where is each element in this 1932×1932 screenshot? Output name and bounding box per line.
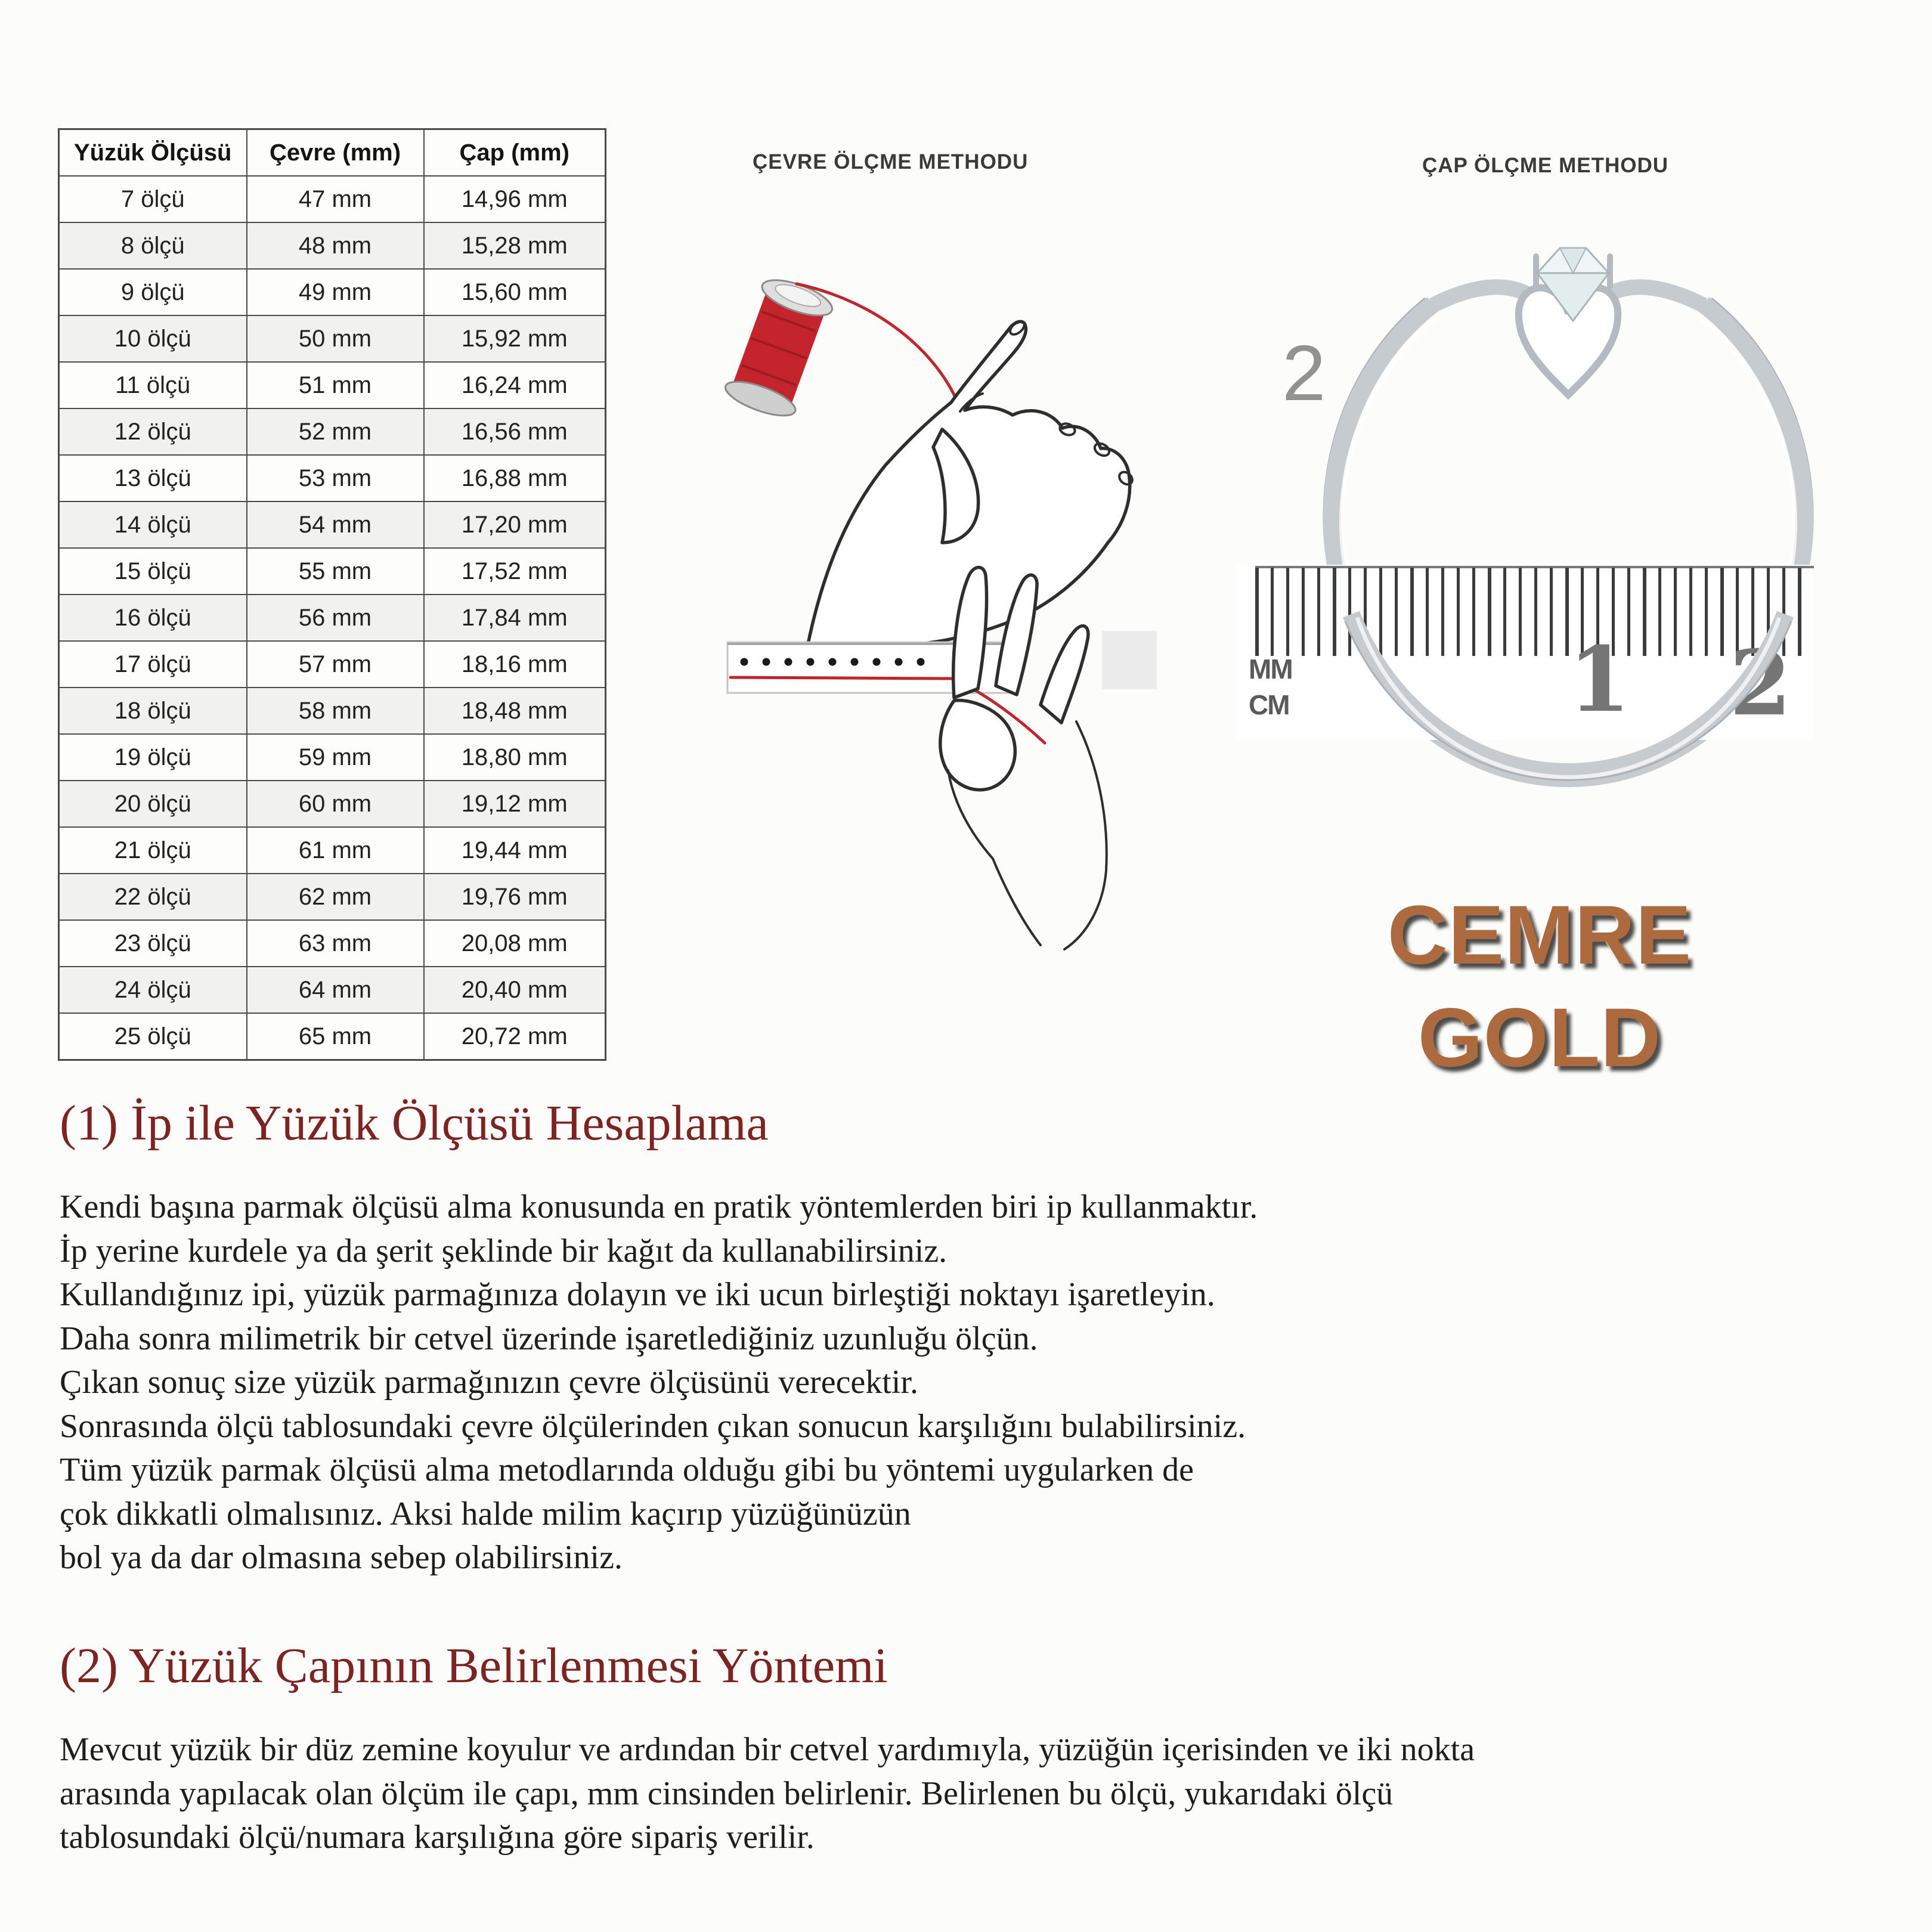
- table-row: [59, 688, 606, 734]
- text-line: çok dikkatli olmalısınız. Aksi halde milim kaçırıp yüzüğünüzün: [60, 1495, 911, 1532]
- diameter-cell: 14,96 mm: [424, 176, 606, 222]
- text-line: tablosundaki ölçü/numara karşılığına göre sipariş verilir.: [60, 1819, 815, 1856]
- text-line: Kendi başına parmak ölçüsü alma konusunda en pratik yöntemlerden biri ip kullanmaktır.: [60, 1188, 1258, 1226]
- circumference-method-title: ÇEVRE ÖLÇME METHODU: [753, 150, 1029, 174]
- diameter-cell: 18,16 mm: [424, 641, 606, 688]
- size-cell: 16 ölçü: [59, 595, 247, 641]
- step-number-2: 2: [1282, 329, 1326, 417]
- size-cell: 13 ölçü: [59, 455, 247, 501]
- size-cell: 17 ölçü: [59, 641, 247, 688]
- size-cell: 20 ölçü: [59, 781, 247, 827]
- size-cell: 15 ölçü: [59, 548, 247, 595]
- diameter-cell: 18,48 mm: [424, 688, 606, 734]
- circumference-cell: 48 mm: [247, 222, 424, 269]
- diameter-cell: 15,60 mm: [424, 269, 606, 315]
- circumference-cell: 60 mm: [247, 781, 424, 827]
- diameter-method-title: ÇAP ÖLÇME METHODU: [1422, 154, 1669, 177]
- ring-illustration: [1228, 197, 1914, 793]
- diameter-cell: 17,52 mm: [424, 548, 606, 595]
- brand-logo: [1361, 884, 1719, 1089]
- section-circumference: [60, 1096, 1819, 1580]
- table-row: [59, 501, 606, 548]
- header-cell: Çevre (mm): [247, 129, 424, 177]
- diameter-cell: 19,44 mm: [424, 827, 606, 874]
- table-row: [59, 827, 606, 874]
- ruler-unit-mm: MM: [1249, 654, 1292, 685]
- circumference-cell: 53 mm: [247, 455, 424, 501]
- circumference-cell: 62 mm: [247, 874, 424, 920]
- table-row: [59, 595, 606, 641]
- size-cell: 9 ölçü: [59, 269, 247, 315]
- size-cell: 21 ölçü: [59, 827, 247, 874]
- table-row: [59, 967, 606, 1013]
- pinching-hand: [940, 701, 1015, 790]
- size-cell: 12 ölçü: [59, 408, 247, 455]
- diameter-cell: 19,76 mm: [424, 874, 606, 920]
- ring-size-table: [58, 128, 606, 1061]
- diameter-cell: 15,92 mm: [424, 315, 606, 362]
- section-1-heading: (1) İp ile Yüzük Ölçüsü Hesaplama: [60, 1095, 769, 1151]
- text-line: Sonrasında ölçü tablosundaki çevre ölçülerinden çıkan sonucun karşılığını bulabilirsiniz.: [60, 1407, 1246, 1445]
- table-row: [59, 269, 606, 315]
- ruler-number-1: 1: [1568, 627, 1631, 732]
- size-cell: 24 ölçü: [59, 967, 247, 1013]
- table-header-row: [59, 129, 606, 177]
- circumference-cell: 55 mm: [247, 548, 424, 595]
- text-line: bol ya da dar olmasına sebep olabilirsiniz.: [60, 1539, 623, 1577]
- table-row: [59, 408, 606, 455]
- size-cell: 22 ölçü: [59, 874, 247, 920]
- header-cell: Çap (mm): [424, 129, 606, 177]
- diameter-cell: 20,72 mm: [424, 1013, 606, 1060]
- diameter-cell: 20,40 mm: [424, 967, 606, 1013]
- size-cell: 10 ölçü: [59, 315, 247, 362]
- table-row: [59, 641, 606, 688]
- text-line: Mevcut yüzük bir düz zemine koyulur ve ardından bir cetvel yardımıyla, yüzüğün içerisinden ve iki nokta: [60, 1731, 1475, 1769]
- diameter-cell: 16,56 mm: [424, 408, 606, 455]
- diameter-cell: 16,24 mm: [424, 362, 606, 408]
- table-row: [59, 781, 606, 827]
- circumference-cell: 52 mm: [247, 408, 424, 455]
- circumference-cell: 65 mm: [247, 1013, 424, 1060]
- pinch-hand-illustration: [716, 549, 1169, 954]
- thread-spool-icon: [722, 273, 836, 423]
- text-line: Çıkan sonuç size yüzük parmağınızın çevre ölçüsünü verecektir.: [60, 1364, 918, 1401]
- table-row: [59, 1013, 606, 1060]
- circumference-cell: 54 mm: [247, 501, 424, 548]
- section-lines: [60, 1728, 1819, 1860]
- circumference-cell: 50 mm: [247, 315, 424, 362]
- size-cell: 8 ölçü: [59, 222, 247, 269]
- size-cell: 14 ölçü: [59, 501, 247, 548]
- circumference-cell: 61 mm: [247, 827, 424, 874]
- table-row: [59, 734, 606, 781]
- ruler-unit-cm: CM: [1249, 689, 1289, 720]
- size-cell: 18 ölçü: [59, 688, 247, 734]
- section-lines: [60, 1185, 1819, 1580]
- circumference-cell: 64 mm: [247, 967, 424, 1013]
- text-line: Kullandığınız ipi, yüzük parmağınıza dolayın ve iki ucun birleştiği noktayı işaretleyin.: [60, 1276, 1215, 1314]
- table-row: [59, 455, 606, 501]
- text-line: İp yerine kurdele ya da şerit şeklinde bir kağıt da kullanabilirsiniz.: [60, 1232, 948, 1270]
- brand-line-2: GOLD: [1417, 990, 1662, 1084]
- strip-end: [1102, 631, 1157, 689]
- circumference-cell: 59 mm: [247, 734, 424, 781]
- size-cell: 11 ölçü: [59, 362, 247, 408]
- section-2-heading: (2) Yüzük Çapının Belirlenmesi Yöntemi: [60, 1638, 888, 1693]
- text-line: Tüm yüzük parmak ölçüsü alma metodlarında olduğu gibi bu yöntemi uygularken de: [60, 1451, 1194, 1489]
- table-row: [59, 920, 606, 967]
- diameter-cell: 17,84 mm: [424, 595, 606, 641]
- size-cell: 19 ölçü: [59, 734, 247, 781]
- circumference-cell: 63 mm: [247, 920, 424, 967]
- header-cell: Yüzük Ölçüsü: [59, 129, 247, 177]
- diameter-cell: 18,80 mm: [424, 734, 606, 781]
- table-row: [59, 315, 606, 362]
- table-row: [59, 874, 606, 920]
- diameter-cell: 17,20 mm: [424, 501, 606, 548]
- diameter-cell: 15,28 mm: [424, 222, 606, 269]
- diameter-cell: 16,88 mm: [424, 455, 606, 501]
- circumference-cell: 49 mm: [247, 269, 424, 315]
- table-row: [59, 222, 606, 269]
- size-cell: 7 ölçü: [59, 176, 247, 222]
- text-line: Daha sonra milimetrik bir cetvel üzerinde işaretlediğiniz uzunluğu ölçün.: [60, 1320, 1038, 1357]
- diameter-cell: 19,12 mm: [424, 781, 606, 827]
- table-body: [59, 176, 606, 1060]
- text-line: arasında yapılacak olan ölçüm ile çapı, mm cinsinden belirlenir. Belirlenen bu ölçü, yukarıdaki ölçü: [60, 1775, 1394, 1812]
- diameter-cell: 20,08 mm: [424, 920, 606, 967]
- size-cell: 25 ölçü: [59, 1013, 247, 1060]
- table-row: [59, 176, 606, 222]
- table-row: [59, 362, 606, 408]
- circumference-cell: 58 mm: [247, 688, 424, 734]
- ruler-number-2: 2: [1729, 631, 1792, 736]
- section-diameter: [60, 1639, 1819, 1860]
- circumference-cell: 51 mm: [247, 362, 424, 408]
- circumference-cell: 57 mm: [247, 641, 424, 688]
- circumference-cell: 56 mm: [247, 595, 424, 641]
- circumference-cell: 47 mm: [247, 176, 424, 222]
- table-row: [59, 548, 606, 595]
- brand-line-1: CEMRE: [1387, 888, 1692, 982]
- size-cell: 23 ölçü: [59, 920, 247, 967]
